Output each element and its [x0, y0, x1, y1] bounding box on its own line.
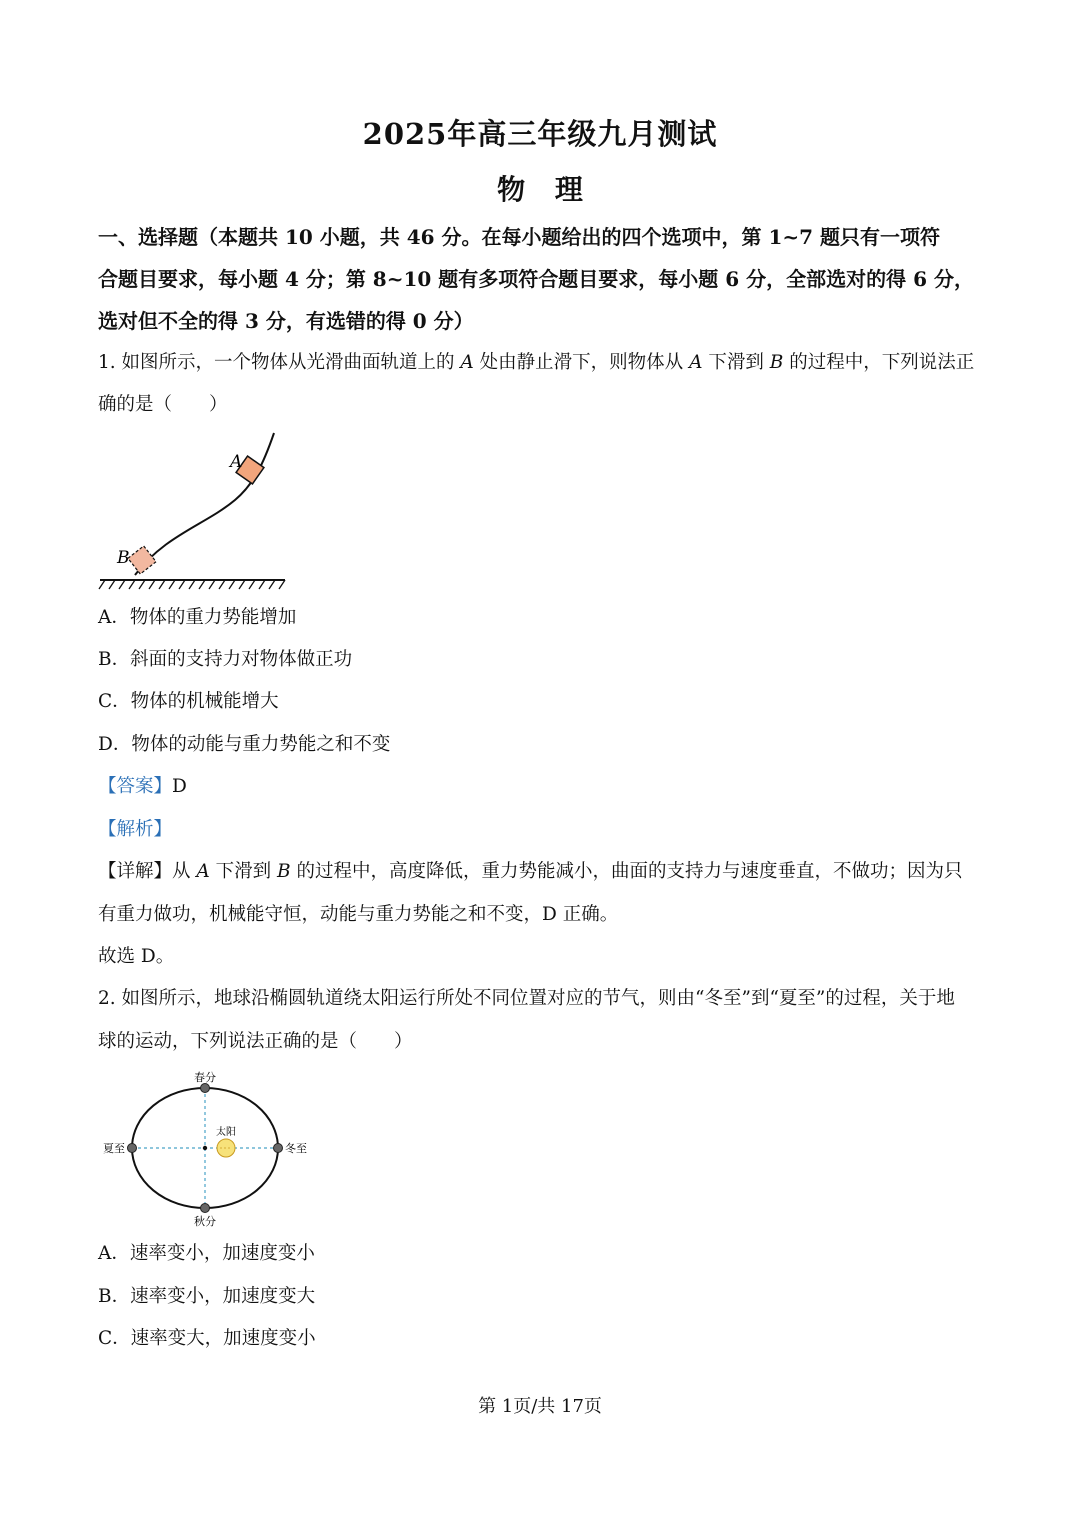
- q1-stem-line-2: 确的是（ ）: [98, 394, 228, 415]
- q1-option-b: B．斜面的支持力对物体做正功: [98, 649, 353, 670]
- label-sun: 太阳: [216, 1127, 236, 1138]
- q1-figure: [95, 425, 295, 595]
- label-spring-equinox: 春分: [194, 1071, 216, 1084]
- q1-option-a: A．物体的重力势能增加: [98, 607, 297, 628]
- q2-option-a: A．速率变小，加速度变小: [98, 1243, 315, 1264]
- section-heading-line-1: 一、选择题（本题共 10 小题，共 46 分。在每小题给出的四个选项中，第 1~7 题只有一项符: [98, 225, 941, 249]
- q2-orbit-figure: [95, 1068, 320, 1230]
- earth-autumn: [201, 1204, 210, 1213]
- q2-option-c: C．速率变大，加速度变小: [98, 1328, 316, 1349]
- subject-title: 物 理: [497, 173, 593, 206]
- section-heading: [98, 216, 988, 342]
- label-autumn-equinox: 秋分: [194, 1215, 216, 1228]
- earth-spring: [201, 1084, 210, 1093]
- label-b: B: [117, 548, 130, 568]
- block-at-b: [128, 546, 156, 574]
- q1-option-d: D．物体的动能与重力势能之和不变: [98, 734, 391, 755]
- detail-tag: 【详解】: [98, 861, 173, 882]
- section-heading-line-2: 合题目要求，每小题 4 分；第 8~10 题有多项符合题目要求，每小题 6 分，全部选对的得 6 分，: [98, 267, 974, 291]
- page-title: 2025年高三年级九月测试: [362, 117, 718, 151]
- page-footer: 第 1页/共 17页: [478, 1396, 602, 1417]
- ground-hatching: [99, 580, 285, 589]
- answer-tag: 【答案】: [98, 776, 173, 797]
- q1-answer: [98, 766, 988, 808]
- label-a: A: [230, 452, 243, 472]
- q1-detail-line-1: 【详解】从 A 下滑到 B 的过程中，高度降低，重力势能减小，曲面的支持力与速度垂直，不做功；因为只: [98, 861, 963, 882]
- analysis-tag: 【解析】: [98, 819, 173, 840]
- label-summer-solstice: 夏至: [103, 1142, 125, 1155]
- section-heading-line-3: 选对但不全的得 3 分，有选错的得 0 分）: [98, 309, 474, 333]
- q1-option-c: C．物体的机械能增大: [98, 691, 279, 712]
- q2-stem-line-2: 球的运动，下列说法正确的是（ ）: [98, 1031, 413, 1052]
- q2-stem-line-1: 2. 如图所示，地球沿椭圆轨道绕太阳运行所处不同位置对应的节气，则由“冬至”到“夏至”的过程，关于地: [98, 988, 955, 1009]
- answer-value: D: [172, 776, 187, 797]
- center-dot: [203, 1146, 207, 1150]
- earth-winter: [274, 1144, 283, 1153]
- earth-summer: [128, 1144, 137, 1153]
- label-winter-solstice: 冬至: [285, 1142, 307, 1155]
- q1-conclusion: 故选 D。: [98, 946, 175, 967]
- q1-detail-line-2: 有重力做功，机械能守恒，动能与重力势能之和不变，D 正确。: [98, 904, 619, 925]
- curved-track: [135, 433, 274, 575]
- q2-option-b: B．速率变小，加速度变大: [98, 1286, 316, 1307]
- q1-stem-line-1: 1. 如图所示，一个物体从光滑曲面轨道上的 A 处由静止滑下，则物体从 A 下滑到 B 的过程中，下列说法正: [98, 352, 975, 373]
